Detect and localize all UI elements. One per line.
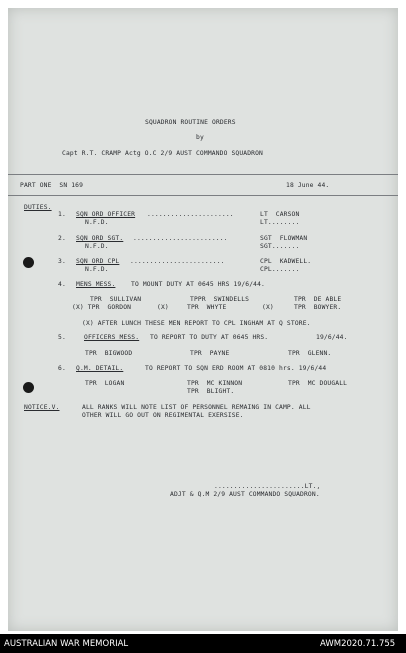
- qm-detail-name: TPR LOGAN: [85, 380, 125, 387]
- archive-footer: [0, 634, 406, 653]
- archive-name: AUSTRALIAN WAR MEMORIAL: [4, 639, 129, 649]
- signature-line: .......................LT.,: [214, 483, 321, 490]
- duty-3-sub: N.F.D.: [85, 266, 109, 273]
- duty-2-number: 2.: [58, 235, 66, 242]
- duty-1-title: SQN ORD OFFICER: [76, 211, 136, 218]
- mens-mess-number: 4.: [58, 281, 66, 288]
- mens-mess-name: TPR WHYTE: [187, 304, 227, 311]
- punch-hole-top: [23, 257, 34, 268]
- punch-hole-bottom: [23, 382, 34, 393]
- notice-heading: NOTICE.V.: [24, 404, 60, 411]
- officers-mess-date: 19/6/44.: [316, 334, 348, 341]
- qm-detail-name: TPR MC KINNON: [187, 380, 243, 387]
- mens-mess-name: TPR SULLIVAN: [90, 296, 142, 303]
- duty-3-title: SQN ORD CPL: [76, 258, 120, 265]
- qm-detail-name: TPR MC DOUGALL: [288, 380, 348, 387]
- archive-reference: AWM2020.71.755: [320, 639, 396, 649]
- duty-1-sub-value: LT........: [260, 219, 300, 226]
- duty-1-name: LT CARSON: [260, 211, 300, 218]
- signature-title: ADJT & Q.M 2/9 AUST COMMANDO SQUADRON.: [170, 491, 320, 498]
- notice-line-2: OTHER WILL GO OUT ON REGIMENTAL EXERSISE.: [82, 412, 244, 419]
- duty-3-sub-value: CPL.......: [260, 266, 300, 273]
- divider-top: [8, 174, 398, 175]
- duty-1-number: 1.: [58, 211, 66, 218]
- divider-bottom: [8, 195, 398, 196]
- qm-detail-name: TPR BLIGHT.: [187, 388, 235, 395]
- duty-3-number: 3.: [58, 258, 66, 265]
- part-number: PART ONE SN 169: [20, 182, 84, 189]
- officers-mess-text: TO REPORT TO DUTY AT 0645 HRS.: [150, 334, 269, 341]
- duty-1-sub: N.F.D.: [85, 219, 109, 226]
- officers-mess-name: TPR PAYNE: [190, 350, 230, 357]
- qm-detail-text: TO REPORT TO SQN ERD ROOM AT 0810 hrs. 19/6/44: [145, 365, 327, 372]
- duty-2-sub-value: SGT.......: [260, 243, 300, 250]
- mens-mess-note: (X) AFTER LUNCH THESE MEN REPORT TO CPL INGHAM AT Q STORE.: [82, 320, 311, 327]
- by-text: by: [196, 134, 204, 141]
- duty-3-name: CPL KADWELL.: [260, 258, 312, 265]
- officers-mess-title: OFFICERS MESS.: [84, 334, 140, 341]
- officers-mess-name: TPR BIGWOOD: [85, 350, 133, 357]
- mens-mess-mark: (X): [262, 304, 274, 311]
- qm-detail-number: 6.: [58, 365, 66, 372]
- mens-mess-title: MENS MESS.: [76, 281, 116, 288]
- duty-1-dots: ......................: [147, 211, 234, 218]
- issuing-officer: Capt R.T. CRAMP Actg O.C 2/9 AUST COMMANDO SQUADRON: [62, 150, 263, 157]
- document-title: SQUADRON ROUTINE ORDERS: [145, 119, 236, 126]
- notice-line-1: ALL RANKS WILL NOTE LIST OF PERSONNEL REMAING IN CAMP. ALL: [82, 404, 311, 411]
- duty-2-name: SGT FLOWMAN: [260, 235, 308, 242]
- duties-heading: DUTIES.: [24, 204, 52, 211]
- mens-mess-text: TO MOUNT DUTY AT 0645 HRS 19/6/44.: [131, 281, 265, 288]
- duty-2-dots: ........................: [133, 235, 228, 242]
- mens-mess-name: TPR DE ABLE: [294, 296, 342, 303]
- mens-mess-name: TPPR SWINDELLS: [190, 296, 250, 303]
- mens-mess-name: (X) TPR GORDON: [72, 304, 132, 311]
- officers-mess-name: TPR GLENN.: [288, 350, 332, 357]
- duty-3-dots: ........................: [130, 258, 225, 265]
- mens-mess-mark: (X): [157, 304, 169, 311]
- qm-detail-title: Q.M. DETAIL.: [76, 365, 124, 372]
- duty-2-title: SQN ORD SGT.: [76, 235, 124, 242]
- order-date: 18 June 44.: [286, 182, 330, 189]
- mens-mess-name: TPR BOWYER.: [294, 304, 342, 311]
- duty-2-sub: N.F.D.: [85, 243, 109, 250]
- officers-mess-number: 5.: [58, 334, 66, 341]
